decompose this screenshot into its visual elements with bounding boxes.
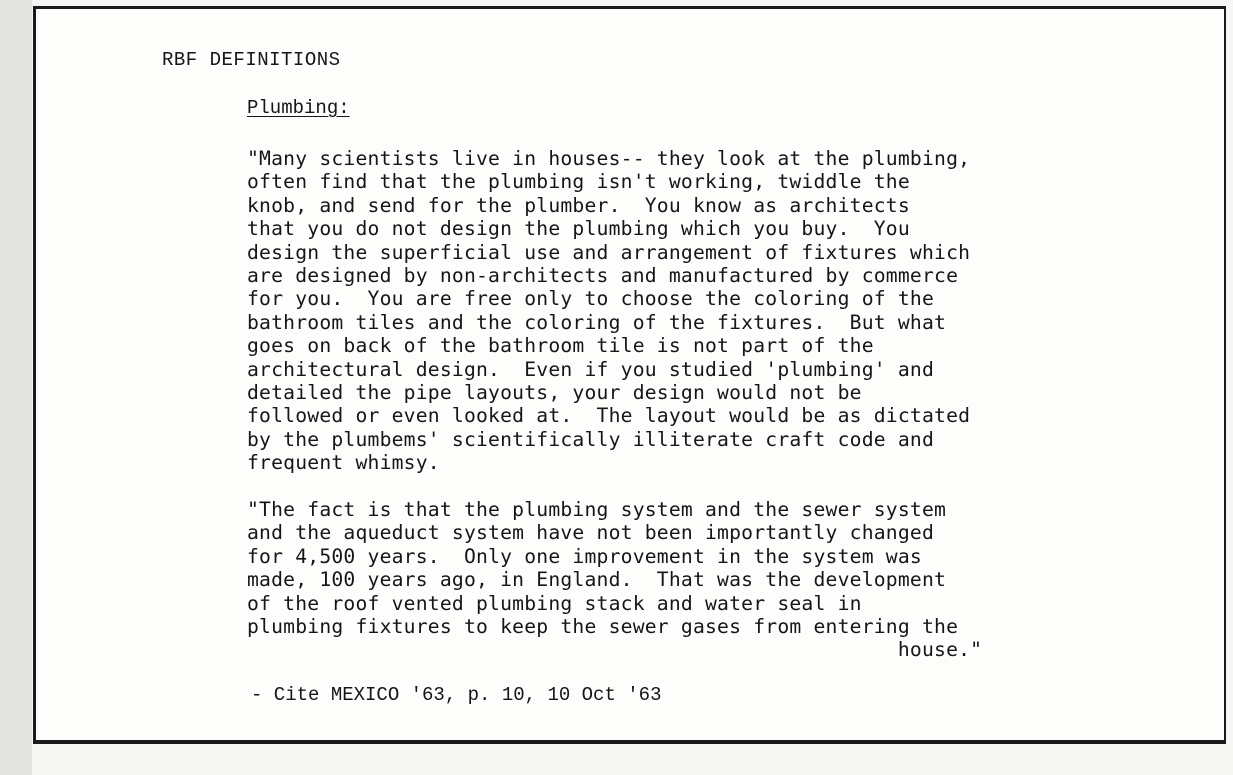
quote-paragraph-1: "Many scientists live in houses-- they look at the plumbing, often find that the plumbing isn't working, twiddle the knob, and send for the plumber. You know as architects that you do not design the plumbing which you buy. You design the superficial use and arrangement of fixtures which are designed by non-architects and manufactured by commerce for you. You are free only to choose the coloring of the bathroom tiles and the coloring of the fixtures. But what goes on back of the bathroom tile is not part of the architectural design. Even if you studied 'plumbing' and detailed the pipe layouts, your design would not be followed or even looked at. The layout would be as dictated by the plumbems' scientifically illiterate craft code and frequent whimsy. — [247, 147, 971, 475]
section-subheading: Plumbing: — [247, 97, 350, 119]
citation-line: - Cite MEXICO '63, p. 10, 10 Oct '63 — [251, 684, 662, 706]
document-heading: RBF DEFINITIONS — [162, 49, 341, 71]
quote-paragraph-2: "The fact is that the plumbing system and the sewer system and the aqueduct system have not been importantly changed for 4,500 years. Only one improvement in the system was made, 100 years ago, in England. That was the development of the roof vented plumbing stack and water seal in plumbing fixtures to keep the sewer gases from entering the house." — [247, 498, 983, 662]
page-margin-strip — [0, 0, 32, 775]
